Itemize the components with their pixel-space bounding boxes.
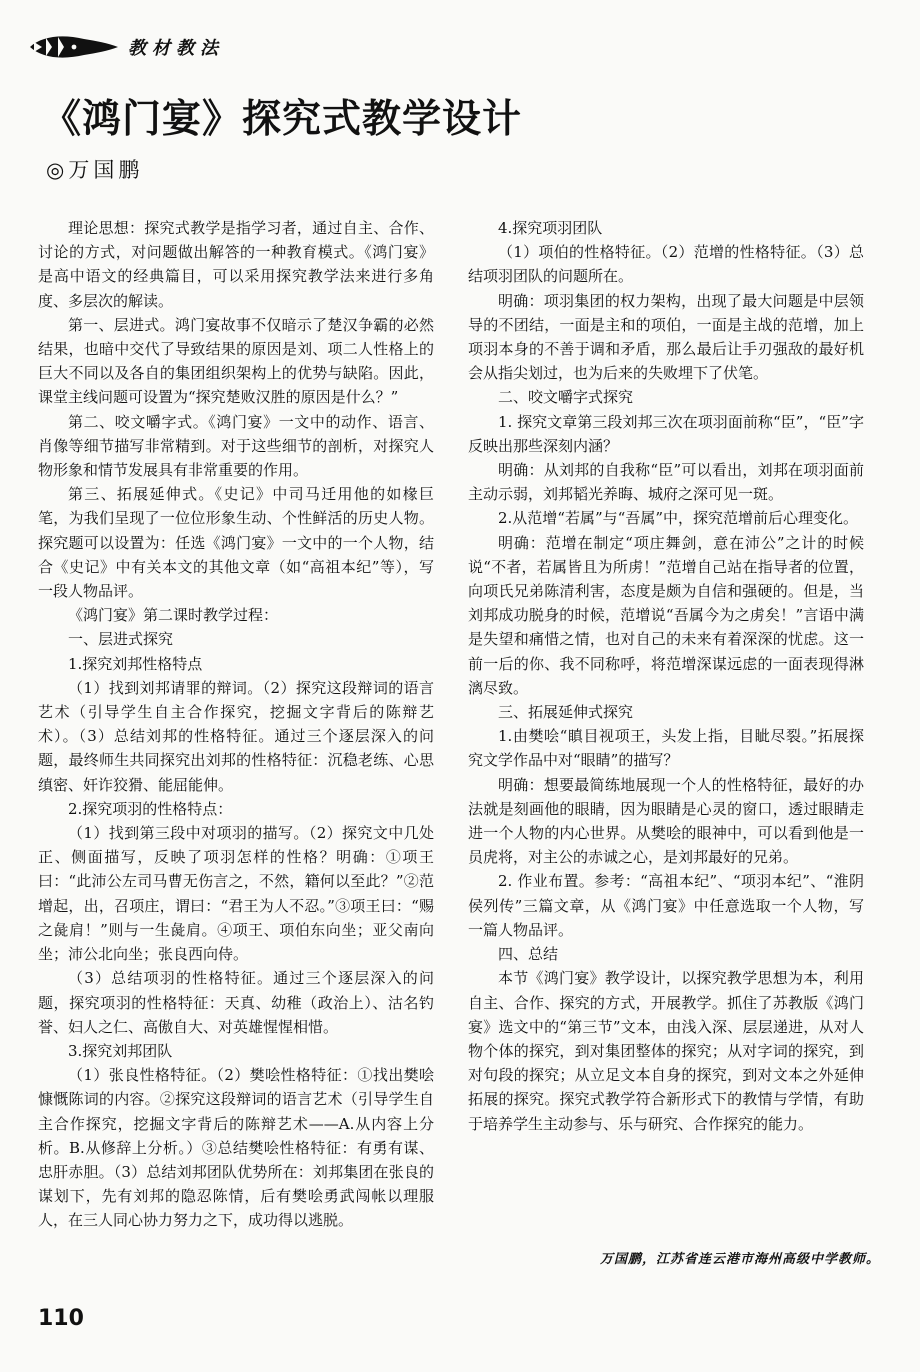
paragraph: 明确：范增在制定“项庄舞剑，意在沛公”之计的时候说“不者，若属皆且为所虏！”范增自己站在指导者的位置，向项氏兄弟陈清利害，态度是颇为自信和强硬的。但是，当刘邦成功脱身的时候，范增说“吾属今为之虏矣！”言语中满是失望和痛惜之情，也对自己的未来有着深深的忧虑。这一前一后的你、我不同称呼，将范增深谋远虑的一面表现得淋漓尽致。 — [468, 533, 864, 697]
subsection-heading: 3.探究刘邦团队 — [68, 1041, 173, 1060]
section-heading: 一、层进式探究 — [68, 630, 174, 649]
section-header — [28, 30, 224, 64]
paragraph: 明确：从刘邦的自我称“臣”可以看出，刘邦在项羽面前主动示弱，刘邦韬光养晦、城府之深可见一斑。 — [468, 461, 864, 504]
section-heading: 三、拓展延伸式探究 — [498, 703, 634, 722]
paragraph: 2. 作业布置。参考：“高祖本纪”、“项羽本纪”、“淮阴侯列传”三篇文章，从《鸿门宴》中任意选取一个人物，写一篇人物品评。 — [468, 872, 864, 939]
right-column — [468, 216, 864, 1136]
author-byline: 万国鹏，江苏省连云港市海州高级中学教师。 — [599, 1252, 880, 1267]
paragraph: 理论思想：探究式教学是指学习者，通过自主、合作、讨论的方式，对问题做出解答的一种教育模式。《鸿门宴》是高中语文的经典篇目，可以采用探究教学法来进行多角度、多层次的解读。 — [38, 219, 434, 310]
article-title: 《鸿门宴》探究式教学设计 — [42, 97, 523, 142]
section-heading: 二、咬文嚼字式探究 — [498, 388, 634, 407]
subsection-heading: 1.探究刘邦性格特点 — [68, 654, 203, 673]
paragraph: （1）张良性格特征。（2）樊哙性格特征：①找出樊哙慷慨陈词的内容。②探究这段辩词的语言艺术（引导学生自主合作探究，挖掘文字背后的陈辩艺术——A.从内容上分析。B.从修辞上分析。）③总结樊哙性格特征：有勇有谋、忠肝赤胆。（3）总结刘邦团队优势所在：刘邦集团在张良的谋划下，先有刘邦的隐忍陈情，后有樊哙勇武闯帐以理服人，在三人同心协力努力之下，成功得以逃脱。 — [38, 1066, 434, 1230]
paragraph: 2.从范增“若属”与“吾属”中，探究范增前后心理变化。 — [498, 509, 858, 528]
paragraph: 第一、层进式。鸿门宴故事不仅暗示了楚汉争霸的必然结果，也暗中交代了导致结果的原因是刘、项二人性格上的巨大不同以及各自的集团组织架构上的优势与缺陷。因此，课堂主线问题可设置为“探究楚败汉胜的原因是什么？” — [38, 315, 434, 407]
paragraph: （3）总结项羽的性格特征。通过三个逐层深入的问题，探究项羽的性格特征：天真、幼稚（政治上）、沽名钓誉、妇人之仁、高傲自大、对英雄惺惺相惜。 — [38, 969, 434, 1036]
paragraph: （1）项伯的性格特征。（2）范增的性格特征。（3）总结项羽团队的问题所在。 — [468, 243, 864, 286]
article-author: ◎万国鹏 — [46, 158, 144, 182]
paragraph: （1）找到第三段中对项羽的描写。（2）探究文中几处正、侧面描写，反映了项羽怎样的性格？明确：①项王曰：“此沛公左司马曹无伤言之，不然，籍何以至此？”②范增起，出，召项庄，谓曰：“君王为人不忍。”③项王曰：“赐之彘肩！”则与一生彘肩。④项王、项伯东向坐；亚父南向坐；沛公北向坐；张良西向侍。 — [38, 824, 434, 964]
paragraph: 1.由樊哙“瞋目视项王，头发上指，目眦尽裂。”拓展探究文学作品中对“眼睛”的描写？ — [468, 727, 864, 770]
paragraph: 第三、拓展延伸式。《史记》中司马迁用他的如椽巨笔，为我们呈现了一位位形象生动、个性鲜活的历史人物。探究题可以设置为：任选《鸿门宴》一文中的一个人物，结合《史记》中有关本文的其他文章（如“高祖本纪”等），写一段人物品评。 — [38, 485, 434, 601]
paragraph: 本节《鸿门宴》教学设计，以探究教学思想为本，利用自主、合作、探究的方式，开展教学。抓住了苏教版《鸿门宴》选文中的“第三节”文本，由浅入深、层层递进，从对人物个体的探究，到对集团整体的探究；从对字词的探究，到对句段的探究；从立足文本自身的探究，到对文本之外延伸拓展的探究。探究式教学符合新形式下的教情与学情，有助于培养学生主动参与、乐与研究、合作探究的能力。 — [468, 969, 864, 1133]
section-heading: 四、总结 — [498, 945, 559, 964]
left-column — [38, 216, 434, 1233]
subsection-heading: 4.探究项羽团队 — [498, 219, 603, 237]
paragraph: 《鸿门宴》第二课时教学过程： — [68, 606, 279, 625]
paragraph: （1）找到刘邦请罪的辩词。（2）探究这段辩词的语言艺术（引导学生自主合作探究，挖掘文字背后的陈辩艺术）。（3）总结刘邦的性格特征。通过三个逐层深入的问题，最终师生共同探究出刘邦的性格特征：沉稳老练、心思缜密、奸诈狡猾、能屈能伸。 — [38, 678, 434, 794]
section-label: 教材教法 — [128, 38, 224, 59]
page-number: 110 — [38, 1306, 84, 1331]
paragraph: 第二、咬文嚼字式。《鸿门宴》一文中的动作、语言、肖像等细节描写非常精到。对于这些细节的剖析，对探究人物形象和情节发展具有非常重要的作用。 — [38, 412, 434, 480]
paragraph: 明确：想要最简练地展现一个人的性格特征，最好的办法就是刻画他的眼睛，因为眼睛是心灵的窗口，透过眼睛走进一个人物的内心世界。从樊哙的眼神中，可以看到他是一员虎将，对主公的赤诚之心，是刘邦最好的兄弟。 — [468, 775, 864, 867]
paragraph: 明确：项羽集团的权力架构，出现了最大问题是中层领导的不团结，一面是主和的项伯，一面是主战的范增，加上项羽本身的不善于调和矛盾，那么最后让手刃强敌的最好机会从指尖划过，也为后来的失败埋下了伏笔。 — [468, 291, 864, 383]
brush-ornament-icon — [28, 32, 120, 62]
paragraph: 1. 探究文章第三段刘邦三次在项羽面前称“臣”，“臣”字反映出那些深刻内涵？ — [468, 412, 864, 455]
subsection-heading: 2.探究项羽的性格特点： — [68, 799, 233, 818]
